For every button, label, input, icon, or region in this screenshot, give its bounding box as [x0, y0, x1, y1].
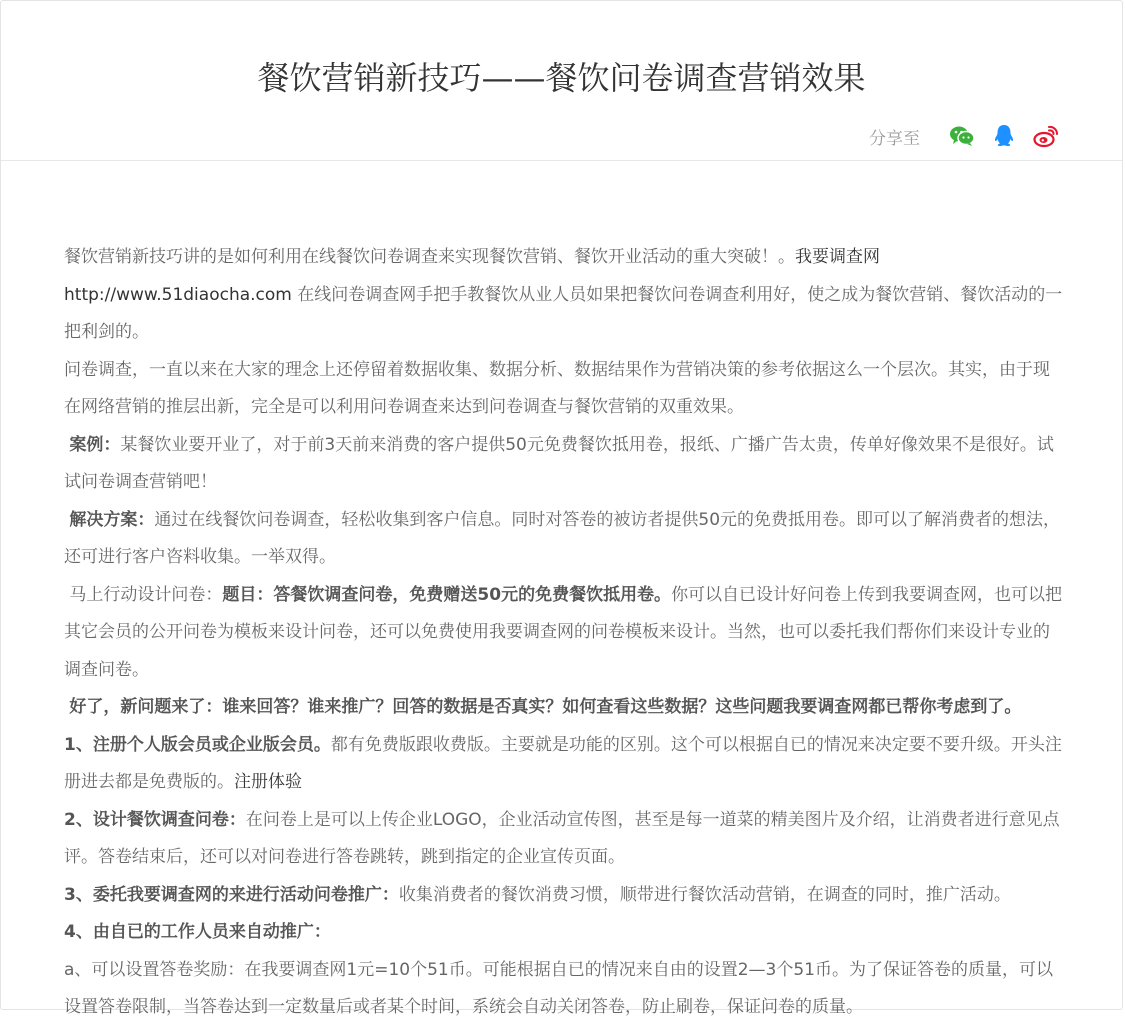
site-url[interactable]: http://www.51diaocha.com: [64, 284, 292, 305]
intro-text: 餐饮营销新技巧讲的是如何利用在线餐饮问卷调查来实现餐饮营销、餐饮开业活动的重大突破！。: [64, 247, 795, 267]
paragraph-action: [64, 577, 1064, 690]
solution-text: 通过在线餐饮问卷调查，轻松收集到客户信息。同时对答卷的被访者提供50元的免费抵用卷。即可以了解消费者的想法，还可进行客户咨料收集。一举双得。: [64, 509, 1061, 567]
paragraph-step-4: [64, 914, 1064, 952]
step-4-title: 4、由自已的工作人员来自动推广：: [64, 922, 331, 942]
wechat-icon[interactable]: [948, 122, 976, 150]
step-1-title: 1、注册个人版会员或企业版会员。: [64, 734, 331, 755]
article-body: [64, 239, 1064, 1027]
paragraph-step-1: [64, 727, 1064, 802]
case-label: 案例：: [69, 434, 121, 455]
action-text: 你可以自已设计好问卷上传到我要调查网，也可以把其它会员的公开问卷为模板来设计问卷，还可以免费使用我要调查网的问卷模板来设计。当然，也可以委托我们帮你们来设计专业的调查问卷。: [64, 584, 1063, 680]
step-2-title: 2、设计餐饮调查问卷：: [64, 809, 246, 830]
questions-text: 好了，新问题来了：谁来回答？谁来推广？回答的数据是否真实？如何查看这些数据？这些问题我要调查网都已帮你考虑到了。: [69, 697, 1022, 717]
qq-icon[interactable]: [990, 122, 1018, 150]
weibo-icon[interactable]: [1032, 122, 1060, 150]
paragraph-questions: [64, 689, 1064, 727]
paragraph-case: [64, 427, 1064, 502]
paragraph-survey: 问卷调查，一直以来在大家的理念上还停留着数据收集、数据分析、数据结果作为营销决策的参考依据这么一个层次。其实，由于现在网络营销的推层出新，完全是可以利用问卷调查来达到问卷调查与餐饮营销的双重效果。: [64, 359, 1050, 417]
register-link[interactable]: 注册体验: [234, 772, 302, 792]
solution-label: 解决方案：: [69, 509, 155, 530]
site-link[interactable]: 我要调查网: [795, 247, 880, 267]
case-text: 某餐饮业要开业了，对于前3天前来消费的客户提供50元免费餐饮抵用卷，报纸、广播广告太贵，传单好像效果不是很好。试试问卷调查营销吧！: [64, 434, 1054, 492]
action-lead: 马上行动设计问卷：: [69, 584, 223, 605]
share-bar: [869, 122, 1060, 150]
paragraph-step-2: [64, 802, 1064, 877]
paragraph-intro: [64, 239, 1064, 352]
step-2-text: 在问卷上是可以上传企业LOGO，企业活动宣传图，甚至是每一道菜的精美图片及介绍，让消费者进行意见点评。答卷结束后，还可以对问卷进行答卷跳转，跳到指定的企业宣传页面。: [64, 809, 1060, 867]
paragraph-step-4a: a、可以设置答卷奖励：在我要调查网1元=10个51币。可能根据自已的情况来自由的设置2—3个51币。为了保证答卷的质量，可以设置答卷限制，当答卷达到一定数量后或者某个时间，系统会自动关闭答卷，防止刷卷，保证问卷的质量。: [64, 959, 1054, 1017]
paragraph-step-3: [64, 877, 1064, 915]
paragraph-solution: [64, 502, 1064, 577]
action-topic: 题目：答餐饮调查问卷，免费赠送50元的免费餐饮抵用卷。: [222, 584, 672, 605]
step-3-title: 3、委托我要调查网的来进行活动问卷推广：: [64, 884, 399, 905]
step-1-text: 都有免费版跟收费版。主要就是功能的区别。这个可以根据自已的情况来决定要不要升级。开头注册进去都是免费版的。: [64, 734, 1062, 792]
share-label: 分享至: [869, 128, 920, 149]
step-3-text: 收集消费者的餐饮消费习惯，顺带进行餐饮活动营销，在调查的同时，推广活动。: [398, 884, 1011, 905]
intro-rest: 在线问卷调查网手把手教餐饮从业人员如果把餐饮问卷调查利用好，使之成为餐饮营销、餐饮活动的一把利剑的。: [64, 284, 1063, 342]
article-header: [1, 1, 1122, 161]
article-title: 餐饮营销新技巧——餐饮问卷调查营销效果: [257, 59, 866, 97]
